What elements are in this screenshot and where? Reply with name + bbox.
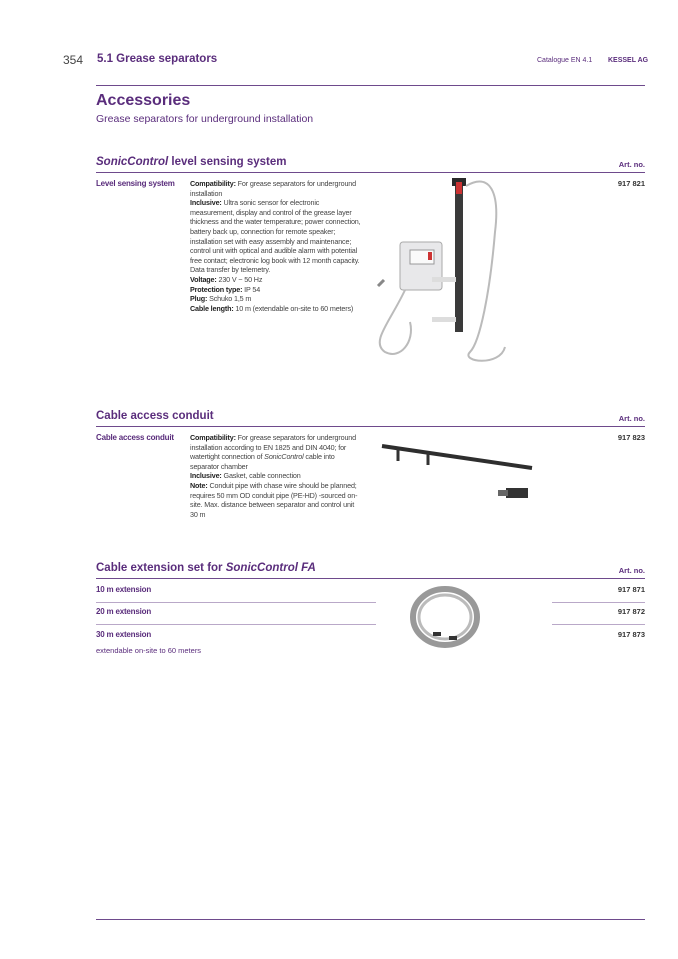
section-title-sonic: [96, 156, 286, 168]
spec-value: cable into separator chamber: [190, 452, 335, 471]
page-number: 354: [63, 53, 84, 67]
spec-value-italic: SonicControl: [264, 452, 304, 462]
spec-key: Cable length:: [190, 303, 234, 313]
spec-key: Compatibility:: [190, 179, 236, 188]
spec-key: Plug:: [190, 294, 208, 304]
section-heading: 5.1 Grease separators: [97, 53, 218, 65]
spec-key: Protection type:: [190, 284, 243, 294]
footer-divider: [96, 919, 645, 920]
art-no-header: Art. no.: [618, 566, 645, 575]
conduit-product-image: [378, 438, 538, 513]
spec-key: Inclusive:: [190, 471, 222, 481]
extension-label: 30 m extension: [96, 630, 152, 639]
spec-value: Ultra sonic sensor for electronic measurement, display and control of the grease layer thickness and the water temperature; power connection, battery back up, connection for remote speaker; installation set with easy assembly and maintenance; control unit with optical and audible alarm with potential free contact; electronic log book with 12 month capacity. Data transfer by telemetry.: [190, 198, 361, 275]
divider: [552, 624, 645, 625]
title-rest: Cable extension set for: [96, 562, 226, 574]
divider: [96, 85, 645, 86]
spec-key: Note:: [190, 480, 208, 490]
art-number: 917 823: [617, 433, 645, 442]
spec-value: Conduit pipe with chase wire should be planned; requires 50 mm OD conduit pipe (PE-HD) -sourced on-site. Max. distance between separator and control unit 30 m: [190, 480, 358, 519]
title-italic: SonicControl: [96, 156, 169, 168]
art-number: 917 821: [617, 179, 645, 188]
spec-key: Voltage:: [190, 274, 217, 284]
spec-value: IP 54: [242, 284, 261, 294]
spec-key: Compatibility:: [190, 433, 236, 442]
divider: [96, 578, 645, 579]
extension-label: 20 m extension: [96, 607, 152, 616]
title-italic: SonicControl FA: [225, 562, 316, 574]
item-label: Level sensing system: [96, 179, 175, 188]
art-no-header: Art. no.: [618, 414, 645, 423]
spec-value: For grease separators for underground installation: [190, 179, 356, 198]
cable-coil-image: [405, 582, 485, 652]
extension-label: 10 m extension: [96, 585, 152, 594]
spec-value: Gasket, cable connection: [221, 471, 301, 481]
company-name: KESSEL AG: [608, 57, 649, 64]
art-number: 917 873: [617, 630, 645, 639]
divider: [96, 624, 376, 625]
catalogue-label: Catalogue EN 4.1: [537, 57, 593, 64]
page-title: Accessories: [96, 92, 191, 109]
art-number: 917 871: [617, 585, 645, 594]
title-rest: level sensing system: [168, 156, 287, 168]
section-title-conduit: Cable access conduit: [96, 410, 214, 422]
divider: [96, 602, 376, 603]
spec-value: 230 V ~ 50 Hz: [216, 274, 263, 284]
page-subtitle: Grease separators for underground installation: [96, 113, 314, 125]
extension-note: extendable on-site to 60 meters: [96, 646, 202, 655]
spec-value: 10 m (extendable on-site to 60 meters): [233, 303, 354, 313]
spec-value: For grease separators for underground installation according to EN 1825 and DIN 4040; for watertight connection of: [190, 433, 356, 462]
art-number: 917 872: [617, 607, 645, 616]
divider: [96, 426, 645, 427]
item-description: [190, 433, 362, 519]
divider: [552, 602, 645, 603]
spec-key: Inclusive:: [190, 198, 222, 208]
section-title-extension: [96, 562, 316, 574]
item-description: [190, 179, 362, 313]
spec-value: Schuko 1,5 m: [207, 294, 252, 304]
art-no-header: Art. no.: [618, 160, 645, 169]
item-label: Cable access conduit: [96, 433, 174, 442]
sonic-control-product-image: [370, 172, 520, 372]
